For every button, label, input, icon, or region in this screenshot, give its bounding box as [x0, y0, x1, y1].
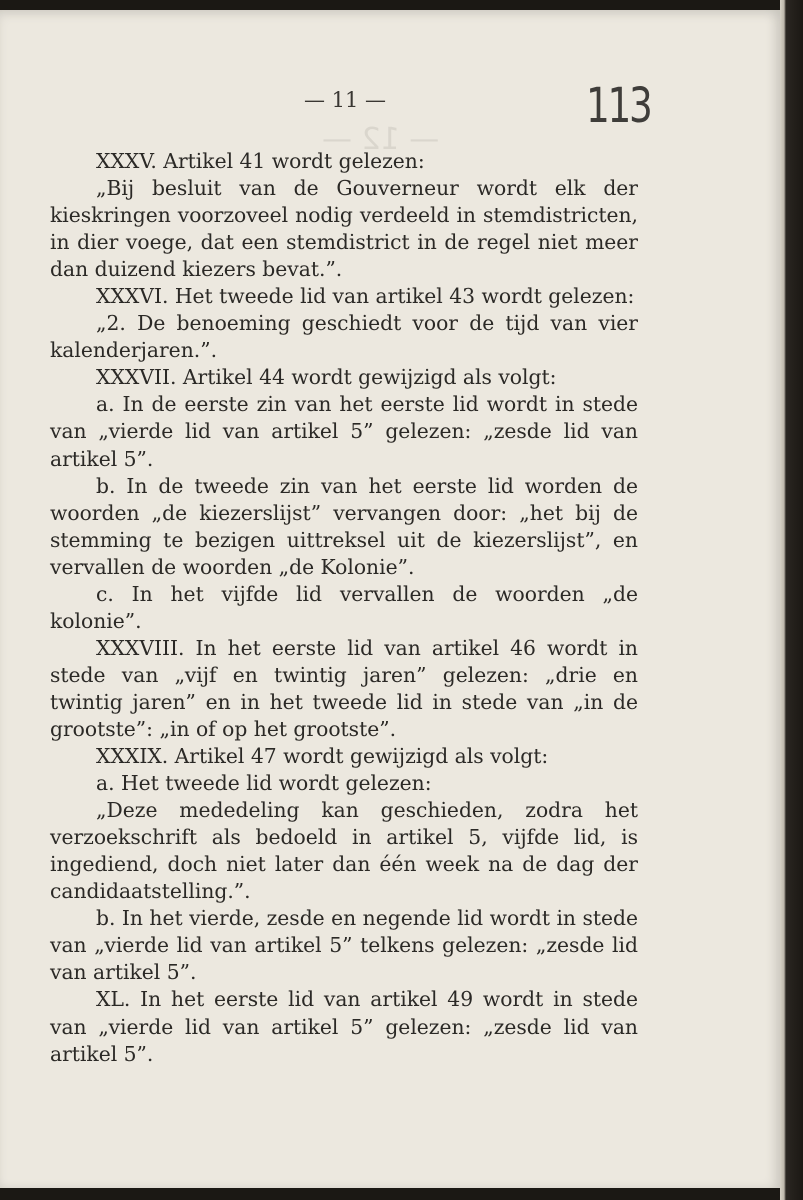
- bleed-through-text: — 12 —: [322, 122, 440, 157]
- sub-clause: a. Het tweede lid wordt gelezen:: [96, 771, 432, 796]
- body-text: [50, 148, 638, 1068]
- sub-clause: b. In de tweede zin van het eerste lid worden de woorden „de kiezerslijst” vervangen door: „het bij de stemming te bezigen uittreksel uit de kiezerslijst”, en vervallen de woorden „de Kolonie”.: [50, 473, 638, 579]
- sub-clause: b. In het vierde, zesde en negende lid wordt in stede van „vierde lid van artikel 5” telkens gelezen: „zesde lid van artikel 5”.: [50, 906, 638, 985]
- sub-clause: c. In het vijfde lid vervallen de woorden „de kolonie”.: [50, 581, 638, 633]
- sub-clause: a. In de eerste zin van het eerste lid wordt in stede van „vierde lid van artikel 5” gelezen: „zesde lid van artikel 5”.: [50, 392, 638, 471]
- article-heading: XXXVII. Artikel 44 wordt gewijzigd als volgt:: [96, 365, 557, 390]
- stamped-page-number: 113: [586, 78, 651, 134]
- page-number: — 11 —: [303, 88, 387, 112]
- book-edge: [780, 0, 803, 1200]
- quoted-text: „Bij besluit van de Gouverneur wordt elk der kieskringen voorzoveel nodig verdeeld in stemdistricten, in dier voege, dat een stemdistrict in de regel niet meer dan duizend kiezers bevat.”.: [50, 176, 638, 282]
- document-page: [0, 10, 780, 1188]
- article-heading: XXXVIII. In het eerste lid van artikel 46 wordt in stede van „vijf en twintig jaren” gelezen: „drie en twintig jaren” en in het tweede lid in stede van „in de grootste”: „in of op het grootste”.: [50, 635, 638, 741]
- quoted-text: „Deze mededeling kan geschieden, zodra het verzoekschrift als bedoeld in artikel 5, vijfde lid, is ingediend, doch niet later dan één week na de dag der candidaatstelling.”.: [50, 798, 638, 904]
- article-heading: XXXVI. Het tweede lid van artikel 43 wordt gelezen:: [96, 284, 635, 309]
- quoted-text: „2. De benoeming geschiedt voor de tijd van vier kalenderjaren.”.: [50, 311, 638, 363]
- article-heading: XXXIX. Artikel 47 wordt gewijzigd als volgt:: [96, 744, 549, 769]
- article-heading: XXXV. Artikel 41 wordt gelezen:: [96, 149, 425, 173]
- article-heading: XL. In het eerste lid van artikel 49 wordt in stede van „vierde lid van artikel 5” gelezen: „zesde lid van artikel 5”.: [50, 987, 638, 1066]
